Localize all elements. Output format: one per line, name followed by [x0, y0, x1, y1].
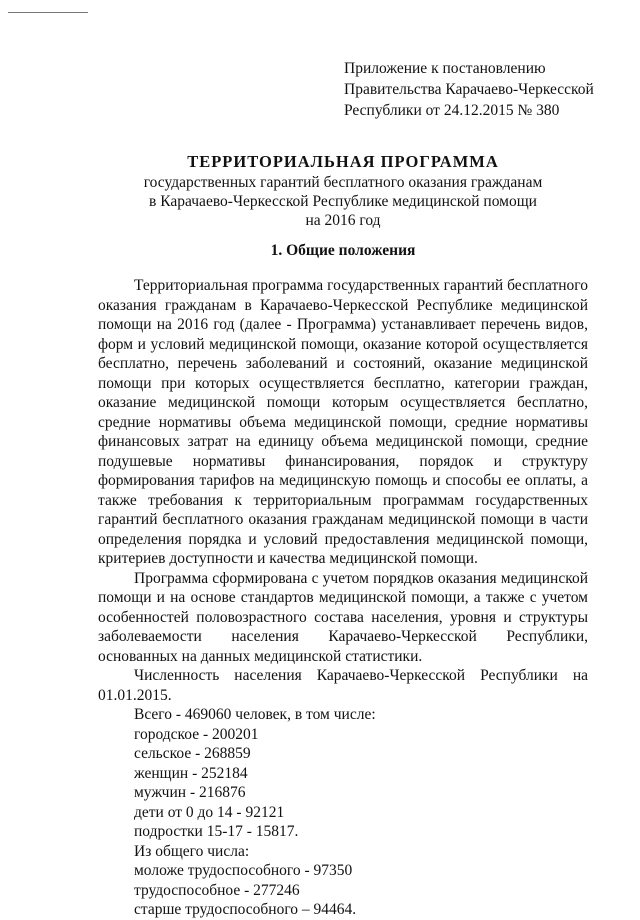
paragraph-3: Численность населения Карачаево-Черкесской Республики на 01.01.2015.	[98, 667, 588, 704]
title-sub-1: государственных гарантий бесплатного оказания гражданам	[143, 174, 543, 191]
stats-item: трудоспособное - 277246	[134, 881, 300, 899]
stats-item: моложе трудоспособного - 97350	[134, 862, 353, 879]
stats-item: женщин - 252184	[134, 764, 248, 782]
paragraph-2: Программа сформирована с учетом порядков оказания медицинской помощи и на основе стандартов медицинской помощи, а также с учетом особенностей половозрастного состава населения, уровня и структуры заболеваемости населения Карачаево-Черкесской Республики, основанных на данных медицинской статистики.	[98, 569, 588, 665]
stats-item: Из общего числа:	[134, 842, 250, 860]
section-body	[98, 276, 588, 920]
appendix-line-3: Республики от 24.12.2015 № 380	[344, 102, 560, 119]
title-sub-2: в Карачаево-Черкесской Республике медицинской помощи	[149, 193, 537, 210]
stats-item: Всего - 469060 человек, в том числе:	[134, 706, 376, 723]
section-heading: 1. Общие положения	[270, 242, 416, 259]
title-main: ТЕРРИТОРИАЛЬНАЯ ПРОГРАММА	[187, 152, 499, 171]
document-title	[95, 152, 591, 230]
appendix-note	[344, 58, 634, 121]
stats-item: городское - 200201	[134, 725, 259, 743]
population-stats-list	[98, 705, 588, 920]
title-sub-3: на 2016 год	[305, 212, 381, 229]
stats-item: подростки 15-17 - 15817.	[134, 823, 299, 840]
stats-item: мужчин - 216876	[134, 784, 246, 801]
stats-item: старше трудоспособного – 94464.	[134, 901, 357, 918]
scan-artifact-line	[8, 12, 88, 13]
appendix-line-1: Приложение к постановлению	[344, 60, 546, 77]
appendix-line-2: Правительства Карачаево-Черкесской	[344, 81, 594, 98]
paragraph-1: Территориальная программа государственных гарантий бесплатного оказания гражданам в Карачаево-Черкесской Республике медицинской помощи на 2016 год (далее - Программа) устанавливает перечень видов, форм и условий медицинской помощи, оказание которой осуществляется бесплатно, перечень заболеваний и состояний, оказание медицинской помощи при которых осуществляется бесплатно, категории граждан, оказание медицинской помощи которым осуществляется бесплатно, средние нормативы объема медицинской помощи, средние нормативы финансовых затрат на единицу объема медицинской помощи, средние подушевые нормативы финансирования, порядок и структуру формирования тарифов на медицинскую помощь и способы ее оплаты, а также требования к территориальным программам государственных гарантий бесплатного оказания гражданам медицинской помощи в части определения порядка и условий предоставления медицинской помощи, критериев доступности и качества медицинской помощи.	[98, 277, 588, 567]
stats-item: дети от 0 до 14 - 92121	[134, 803, 285, 821]
stats-item: сельское - 268859	[134, 745, 251, 762]
